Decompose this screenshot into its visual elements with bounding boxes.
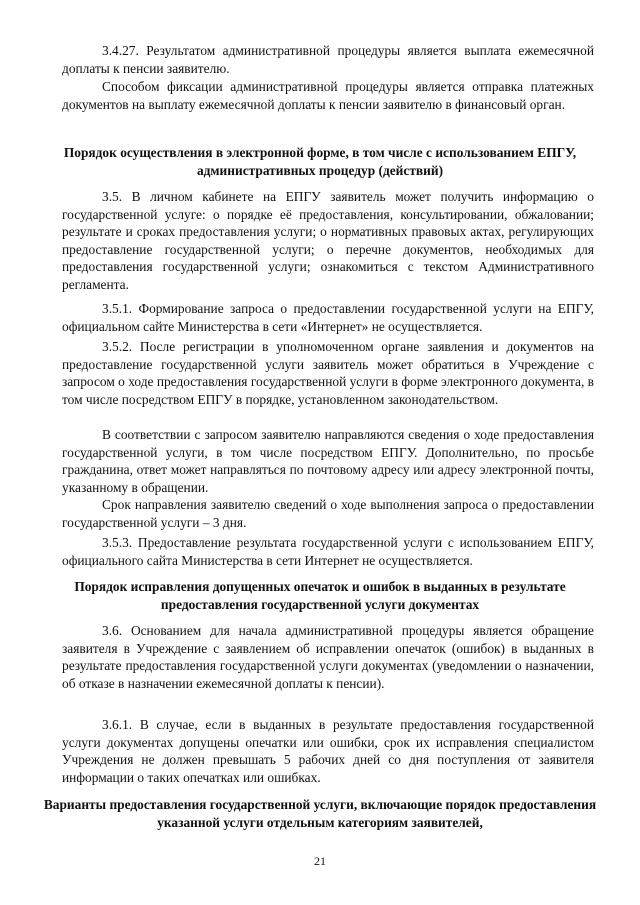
- paragraph-3-4-27: 3.4.27. Результатом административной процедуры является выплата ежемесячной доплаты к пенсии заявителю.: [62, 43, 594, 76]
- paragraph-3-5-3: 3.5.3. Предоставление результата государственной услуги с использованием ЕПГУ, официального сайта Министерства в сети Интернет не осуществляется.: [62, 535, 594, 568]
- paragraph-3-6: 3.6. Основанием для начала административной процедуры является обращение заявителя в Учреждение с заявлением об исправлении опечаток (ошибок) в выданных в результате предоставления государственной услуги документах (уведомлении о назначении, об отказе в назначении ежемесячной доплаты к пенсии).: [62, 623, 594, 691]
- paragraph-response-details: В соответствии с запросом заявителю направляются сведения о ходе предоставления государственной услуги, в том числе посредством ЕПГУ. Дополнительно, по просьбе гражданина, ответ может направляться по почтовому адресу или адресу электронной почты, указанному в обращении.: [62, 427, 594, 495]
- paragraph-response-term: Срок направления заявителю сведений о ходе выполнения запроса о предоставлении государственной услуги – 3 дня.: [62, 497, 594, 530]
- heading-electronic-form: Порядок осуществления в электронной форме, в том числе с использованием ЕПГУ, административных процедур (действий): [63, 145, 577, 178]
- heading-error-correction: Порядок исправления допущенных опечаток и ошибок в выданных в результате предоставления государственной услуги документах: [74, 579, 566, 612]
- paragraph-3-5: 3.5. В личном кабинете на ЕПГУ заявитель может получить информацию о государственной услуге: о порядке её предоставления, консультировании, обжаловании; результате и сроках предоставления услуги; о нормативных правовых актах, регулирующих предоставление государственной услуги; о перечне документов, необходимых для предоставления государственной услуги; ознакомиться с текстом Административного регламента.: [62, 189, 594, 292]
- heading-service-variants: Варианты предоставления государственной услуги, включающие порядок предоставления указанной услуги отдельным категориям заявителей,: [43, 797, 597, 830]
- paragraph-3-5-1: 3.5.1. Формирование запроса о предоставлении государственной услуги на ЕПГУ, официальном сайте Министерства в сети «Интернет» не осуществляется.: [62, 301, 594, 334]
- paragraph-3-6-1: 3.6.1. В случае, если в выданных в результате предоставления государственной услуги документах допущены опечатки или ошибки, срок их исправления специалистом Учреждения не должен превышать 5 рабочих дней со дня поступления от заявителя информации о таких опечатках или ошибках.: [62, 717, 594, 785]
- page-number: 21: [314, 854, 326, 868]
- paragraph-fixation-method: Способом фиксации административной процедуры является отправка платежных документов на выплату ежемесячной доплаты к пенсии заявителю в финансовый орган.: [62, 79, 594, 112]
- paragraph-3-5-2: 3.5.2. После регистрации в уполномоченном органе заявления и документов на предоставление государственной услуги заявитель может обратиться в Учреждение с запросом о ходе предоставления государственной услуги в форме электронного документа, в том числе посредством ЕПГУ в порядке, установленном законодательством.: [62, 339, 594, 407]
